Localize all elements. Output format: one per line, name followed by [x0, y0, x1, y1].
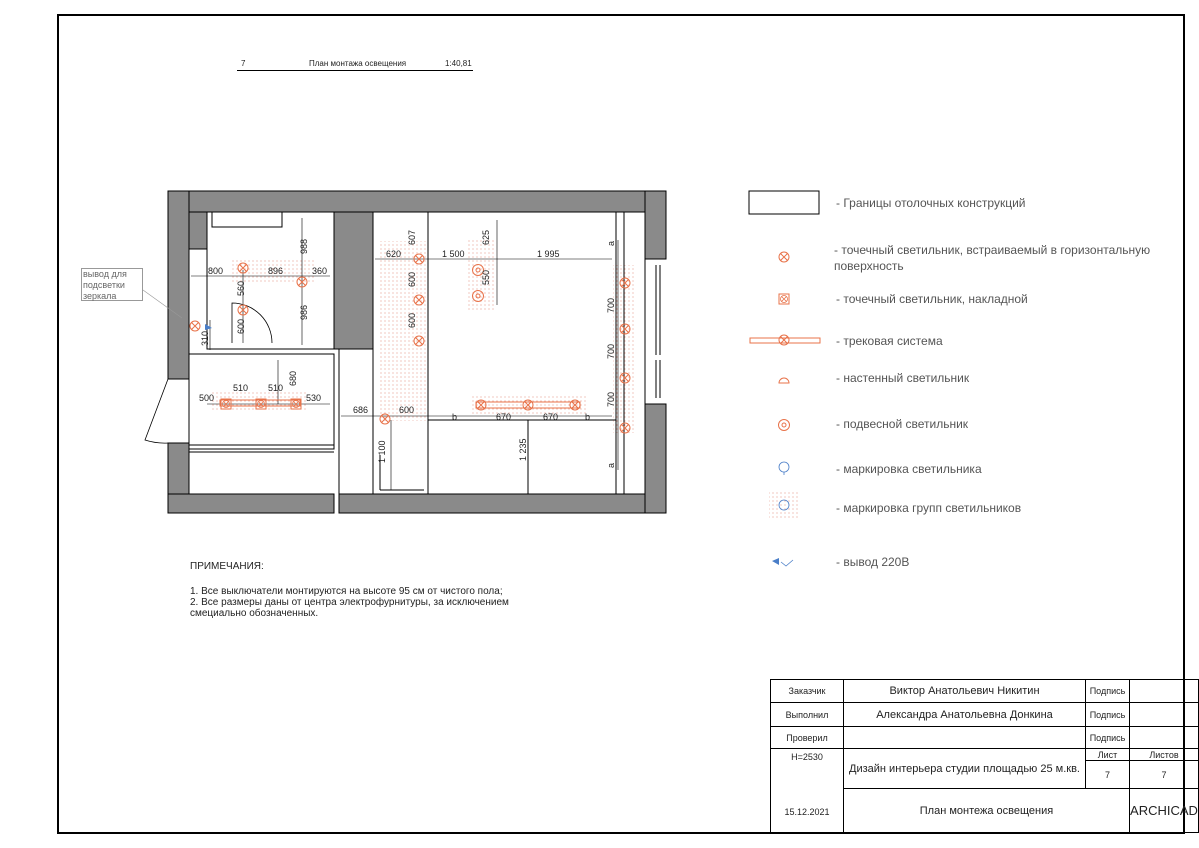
dim-1235: 1 235: [518, 438, 528, 461]
dim-988: 988: [299, 238, 309, 254]
legend-light-marking: - маркировка светильника: [836, 462, 982, 476]
sheets-count: 7: [1130, 761, 1199, 789]
dim-360: 360: [312, 266, 328, 276]
title-block: [770, 679, 1199, 833]
signature-label-2: Подпись: [1086, 703, 1130, 727]
legend-ceiling-boundary: - Границы отолочных конструкций: [836, 196, 1026, 210]
dim-550: 550: [481, 269, 491, 285]
light-marking-icon: [779, 462, 789, 475]
legend-track-system: - трековая система: [836, 334, 943, 348]
dim-560: 560: [236, 280, 246, 296]
wall-light-icon: [779, 378, 789, 383]
signature-2: [1130, 703, 1199, 727]
dim-a1: a: [606, 240, 616, 246]
dim-600a: 600: [236, 318, 246, 334]
sheets-label: Листов: [1130, 749, 1199, 761]
notes-title: ПРИМЕЧАНИЯ:: [190, 561, 264, 572]
dim-310: 310: [200, 330, 210, 346]
dim-510b: 510: [268, 383, 284, 393]
height-cell: [771, 749, 844, 833]
drawing-name: План монтежа освещения: [844, 789, 1130, 833]
dim-607: 607: [407, 229, 417, 245]
dim-1995: 1 995: [537, 249, 560, 259]
drawing-number: 7: [241, 59, 246, 68]
legend-recessed-spotlight: - точечный светильник, встраиваемый в горизонтальную поверхность: [834, 243, 1151, 273]
ceiling-boundary-icon: [749, 191, 819, 214]
dim-625: 625: [481, 229, 491, 245]
dim-670a: 670: [496, 412, 512, 422]
author-label: Выполнил: [771, 703, 844, 727]
dim-1500: 1 500: [442, 249, 465, 259]
pendant-light-icon: [779, 420, 790, 431]
customer-label: Заказчик: [771, 680, 844, 703]
outlet-220v-icon: [772, 558, 793, 566]
dim-1100: 1 100: [377, 440, 387, 463]
mirror-light-callout: вывод для подсветки зеркала: [81, 268, 143, 301]
signature-3: [1130, 727, 1199, 749]
recessed-spotlight-icon: [779, 252, 789, 262]
dim-a2: a: [606, 462, 616, 468]
dim-b1: b: [452, 412, 458, 422]
legend-surface-spotlight: - точечный светильник, накладной: [836, 292, 1028, 306]
dim-686: 686: [353, 405, 369, 415]
customer-name: Виктор Анатольевич Никитин: [844, 680, 1086, 703]
dim-896: 896: [268, 266, 284, 276]
legend-wall-light: - настенный светильник: [836, 371, 970, 385]
dim-600c: 600: [407, 312, 417, 328]
project-title: Дизайн интерьера студии площадью 25 м.кв.: [844, 749, 1086, 789]
group-marking-icon: [769, 492, 799, 520]
author-name: Александра Анатольевна Донкина: [844, 703, 1086, 727]
dim-680: 680: [288, 370, 298, 386]
note-1: 1. Все выключатели монтируются на высоте 95 см от чистого пола;: [190, 586, 503, 597]
dim-600d: 600: [399, 405, 415, 415]
legend-outlet-220v: - вывод 220В: [836, 555, 910, 569]
track-system-icon: [750, 335, 820, 345]
date-value: 15.12.2021: [784, 807, 830, 817]
checker-name: [844, 727, 1086, 749]
dim-700c: 700: [606, 391, 616, 407]
signature-label-1: Подпись: [1086, 680, 1130, 703]
software-name: ARCHICAD: [1130, 789, 1199, 833]
notes-block: [190, 561, 560, 619]
legend-pendant-light: - подвесной светильник: [836, 417, 969, 431]
surface-spotlight-icon: [779, 294, 789, 304]
dim-986: 986: [299, 304, 309, 320]
dim-500: 500: [199, 393, 215, 403]
legend-group-marking: - маркировка групп светильников: [836, 501, 1022, 515]
drawing-title: План монтажа освещения: [309, 59, 407, 68]
height-value: Н=2530: [791, 752, 823, 762]
sheet-number: 7: [1086, 761, 1130, 789]
checker-label: Проверил: [771, 727, 844, 749]
dim-510a: 510: [233, 383, 249, 393]
signature-label-3: Подпись: [1086, 727, 1130, 749]
dim-620: 620: [386, 249, 402, 259]
dim-800: 800: [208, 266, 224, 276]
dim-530: 530: [306, 393, 322, 403]
dim-670b: 670: [543, 412, 559, 422]
sheet-label: Лист: [1086, 749, 1130, 761]
dim-700a: 700: [606, 297, 616, 313]
signature-1: [1130, 680, 1199, 703]
dim-b2: b: [585, 412, 591, 422]
note-2: 2. Все размеры даны от центра электрофурнитуры, за исключением смециально обозначенных.: [190, 597, 509, 619]
dim-700b: 700: [606, 343, 616, 359]
drawing-scale: 1:40,81: [445, 59, 472, 68]
dim-600b: 600: [407, 271, 417, 287]
